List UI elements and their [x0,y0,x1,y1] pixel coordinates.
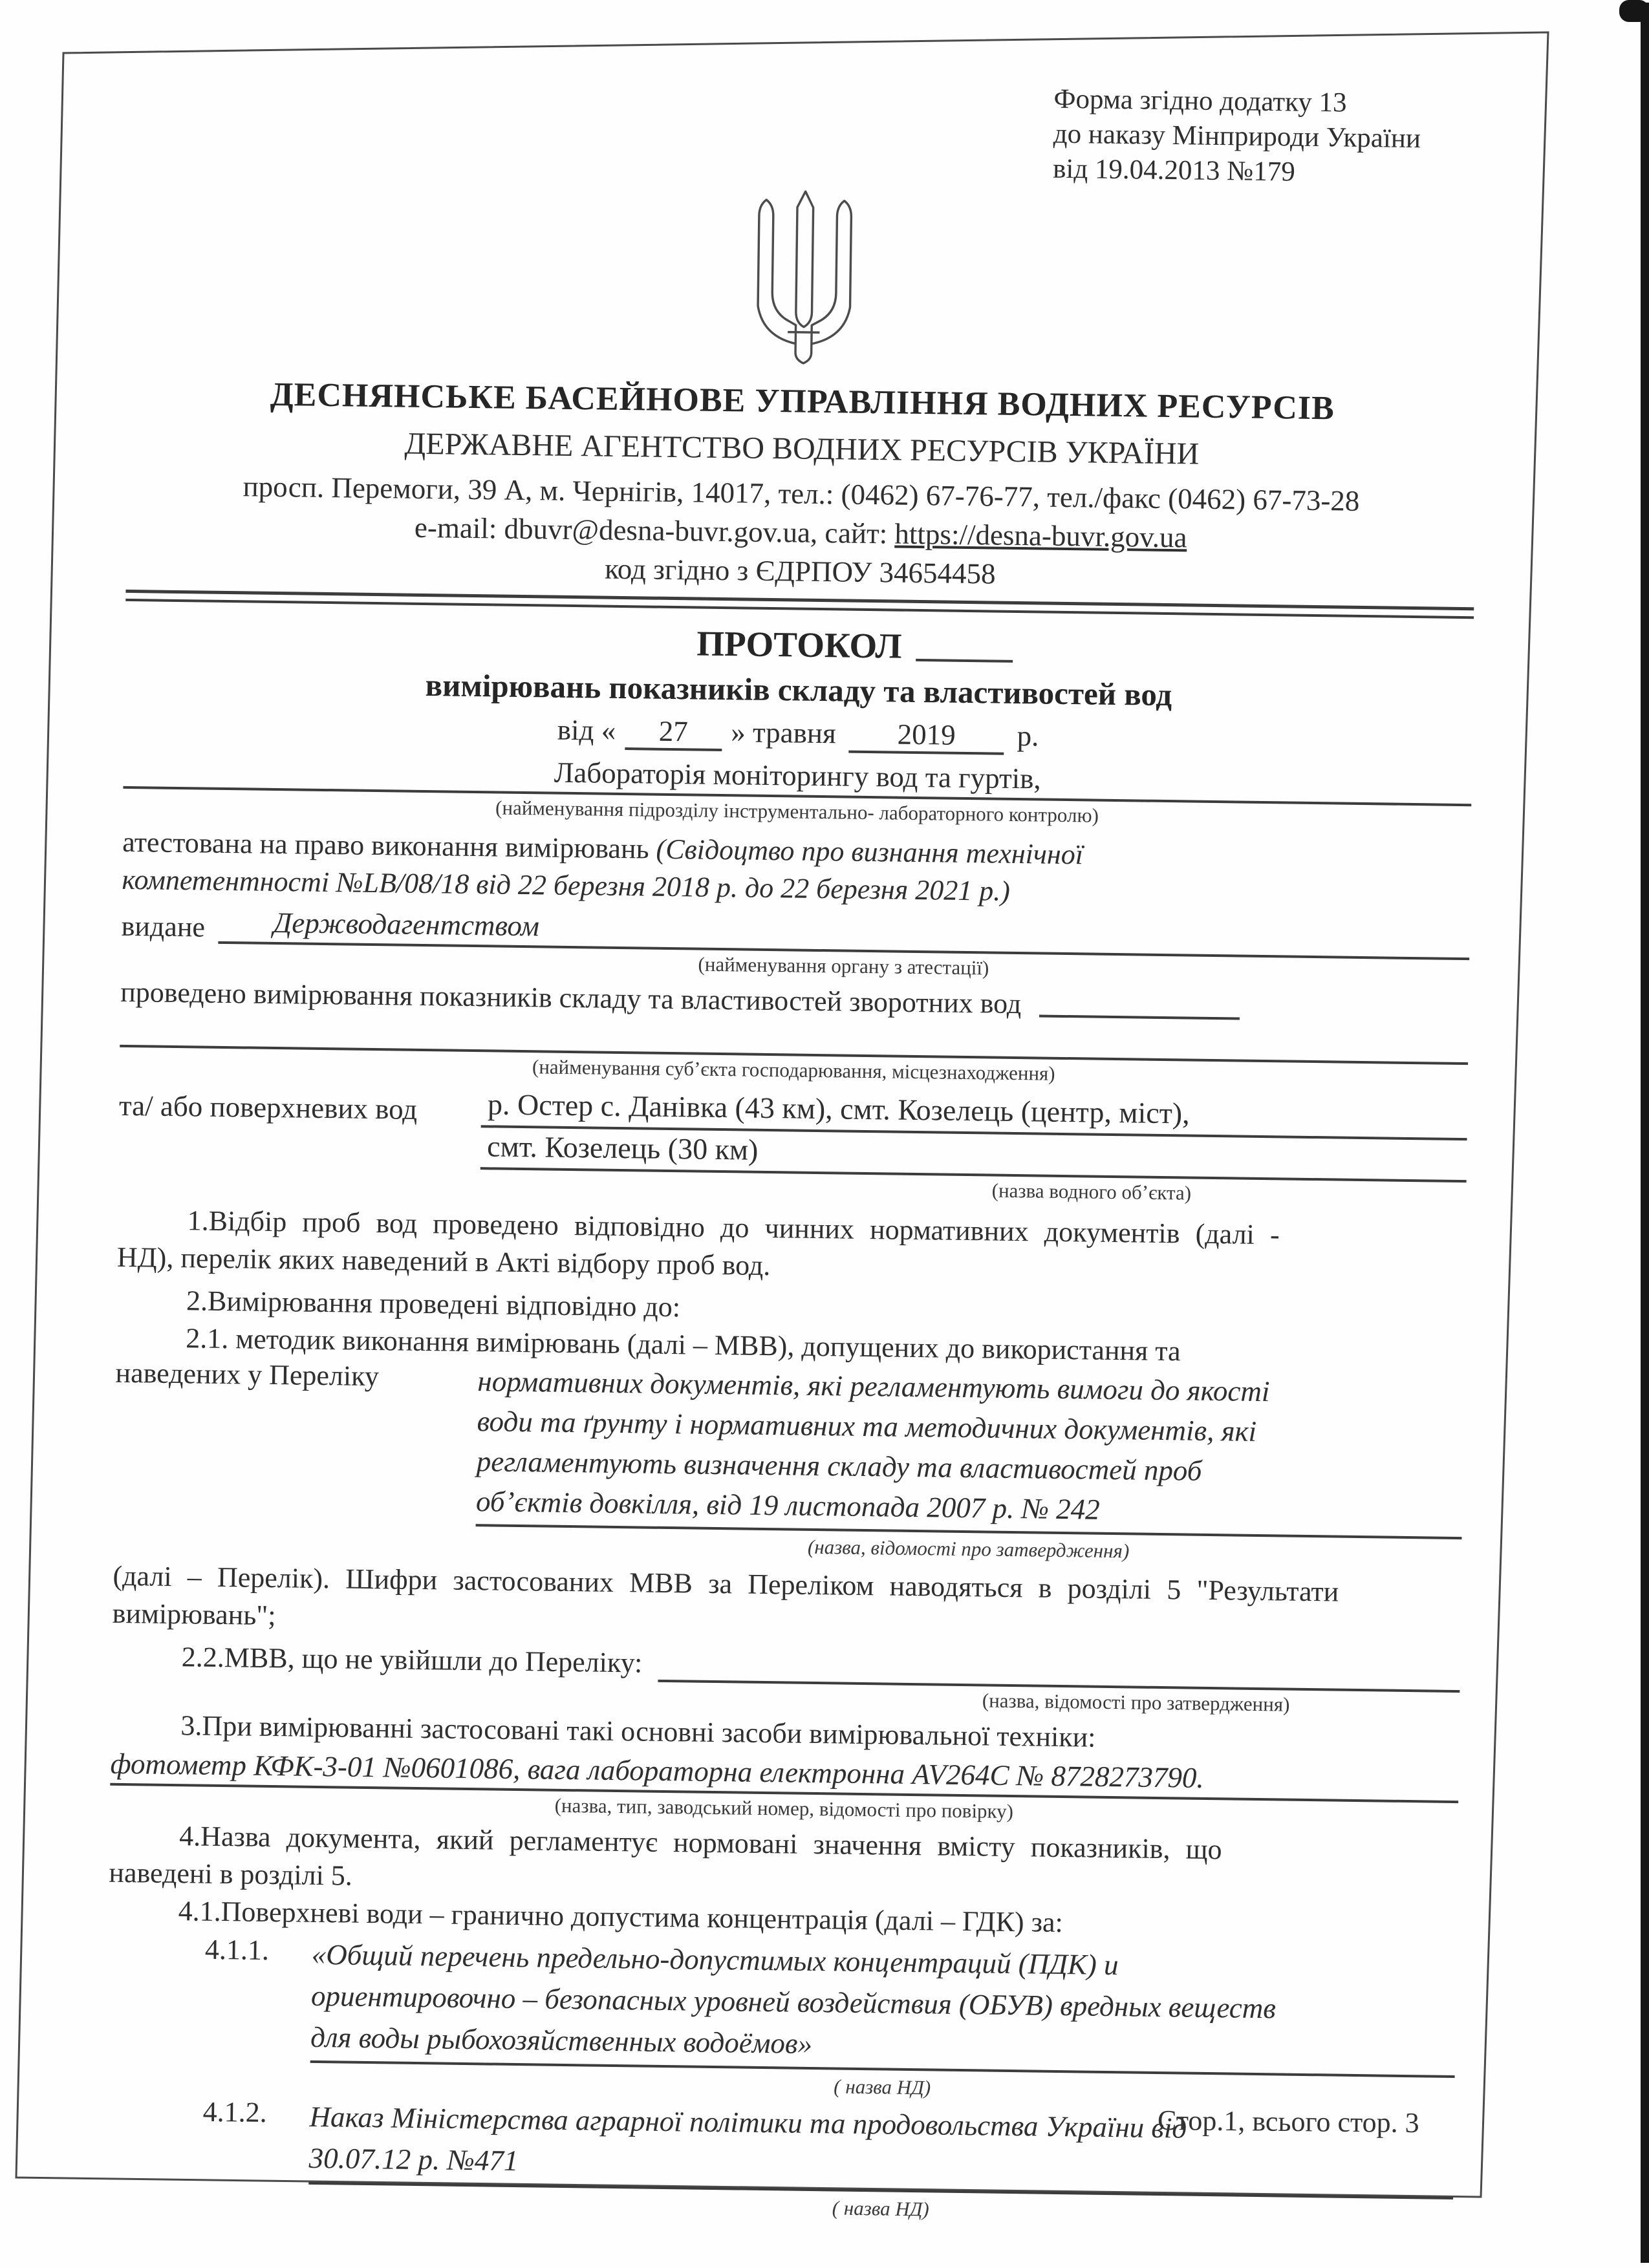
paragraph-4-line: 4.Назва документа, який регламентує нормовані значення вмісту показників, що [178,1819,1222,1865]
perelik-label: наведених у Переліку [115,1356,380,1393]
document-subtitle: вимірювань показників складу та властивостей вод [425,667,1172,712]
normative-docs-field [475,1361,1464,1570]
normative-docs-line: нормативних документів, які регламентують вимоги до якості [477,1365,1270,1408]
trident-emblem-icon [740,187,869,369]
water-object-line: смт. Козелець (30 км) [480,1128,1467,1182]
issued-caption: (найменування органу з атестації) [698,952,989,979]
nd-name-line: ориентировочно – безопасных уровней воздействия (ОБУВ) вредных веществ [310,1979,1277,2025]
certificate-note: (Свідоцтво про визнання технічної [656,833,1084,870]
edrpou-line: код згідно з ЄДРПОУ 34654458 [604,552,996,590]
item-number: 4.1.2. [202,2096,267,2129]
paragraph-2-1-intro: 2.1. методик виконання вимірювань (далі – МВВ), допущених до використання та [186,1322,1181,1367]
perelik-paragraph [112,1557,1461,1650]
approval-caption: (назва, відомості про затвердження) [807,1535,1130,1563]
issued-label: видане [121,910,206,943]
form-note-line: Форма згідно додатку 13 [1053,83,1347,118]
attestation-paragraph [122,823,1471,915]
water-object-caption: (назва водного об’єкта) [991,1179,1192,1204]
title-text: ПРОТОКОЛ [696,623,902,666]
paragraph-2: 2.Вимірювання проведені відповідно до: [186,1285,681,1323]
normative-docs-line: об’єктів довкілля, від 19 листопада 2007 р. № 242 [476,1481,1463,1539]
approval-caption: (назва, відомості про затвердження) [982,1689,1290,1717]
scanner-edge-band [1641,3,1649,2263]
page-number-info: Стор.1, всього стор. 3 [1157,2104,1419,2139]
paragraph-4-line: наведені в розділі 5. [109,1856,353,1892]
perelik-line: (далі – Перелік). Шифри застосованих МВВ за Переліком наводяться в розділі 5 "Результати [113,1560,1339,1608]
form-note-line: від 19.04.2013 №179 [1052,153,1296,187]
instruments-caption: (назва, тип, заводський номер, відомості про повірку) [554,1793,1014,1823]
water-object-field [480,1086,1467,1208]
form-note-line: до наказу Мінприроди України [1053,118,1421,155]
measured-text: проведено вимірювання показників складу та властивостей зворотних вод [120,976,1022,1020]
blank-line [658,1654,1460,1693]
normative-docs-line: регламентують визначення складу та властивостей проб [476,1445,1202,1488]
item-number: 4.1.1. [204,1933,270,1966]
nd-name-field [310,1934,1456,2110]
paragraph-1-line: 1.Відбір проб вод проведено відповідно до чинних нормативних документів (далі - [187,1204,1280,1251]
paragraph-2-2-text: 2.2.МВВ, що не увійшли до Переліку: [181,1641,643,1679]
nd-name-line: 30.07.12 р. №471 [308,2138,1454,2199]
date-day-field: 27 [625,714,722,751]
laboratory-caption: (найменування підрозділу інструментально- лабораторного контролю) [495,795,1099,827]
nd-name-line: «Общий перечень предельно-допустимых концентраций (ПДК) и [311,1938,1119,1981]
date-suffix: р. [1017,719,1039,752]
surface-water-label: та/ або поверхневих вод [118,1089,418,1126]
form-note [1053,82,1481,193]
instruments-field: фотометр КФК-3-01 №0601086, вага лабораторна електронна AV264C № 8728273790. [110,1746,1459,1803]
scanner-corner-blob [1619,0,1649,22]
blank-line [1039,1014,1240,1020]
paragraph-4-1: 4.1.Поверхневі води – гранично допустима концентрація (далі – ГДК) за: [178,1894,1064,1938]
water-object-line: р. Остер с. Данівка (43 км), смт. Козелець (центр, міст), [481,1086,1468,1140]
date-prefix: від « [557,713,616,747]
nd-caption: ( назва НД) [834,2075,931,2099]
paragraph-1 [117,1201,1466,1294]
laboratory-name-field: Лабораторія моніторингу вод та гуртів, [123,749,1472,806]
subject-caption: (найменування суб’єкта господарювання, місцезнаходження) [532,1054,1055,1085]
date-year-field: 2019 [848,716,1004,754]
nd-name-line: для воды рыбохозяйственных водоёмов» [310,2017,1456,2078]
issued-by-field: Держводагентством [218,905,1470,960]
perelik-line: вимірювань"; [112,1598,276,1632]
date-month: » травня [730,715,837,749]
certificate-note: компетентності №LB/08/18 від 22 березня 2018 р. до 22 березня 2021 р.) [122,863,1011,907]
paragraph-2-1-row [113,1356,1464,1570]
site-url: https://desna-buvr.gov.ua [894,517,1187,553]
normative-docs-line: води та ґрунту і нормативних та методичних документів, які [477,1405,1257,1448]
paragraph-4-1-1-row [106,1932,1456,2110]
blank-line [916,658,1013,662]
organization-name: ДЕСНЯНСЬКЕ БАСЕЙНОВЕ УПРАВЛІННЯ ВОДНИХ РЕСУРСІВ [270,376,1335,427]
attestation-intro: атестована на право виконання вимірювань [122,826,649,865]
nd-name-line: Наказ Міністерства аграрної політики та продовольства України від [309,2101,1187,2145]
document-content [105,70,1481,2231]
email-text: e-mail: dbuvr@desna-buvr.gov.ua, сайт: [414,511,895,550]
address-line: просп. Перемоги, 39 А, м. Чернігів, 14017, тел.: (0462) 67-76-77, тел./факс (0462) 67-73-28 [242,469,1360,517]
paragraph-1-line: НД), перелік яких наведений в Акті відбору проб вод. [116,1241,771,1281]
water-object-row [118,1081,1467,1208]
agency-name: ДЕРЖАВНЕ АГЕНТСТВО ВОДНИХ РЕСУРСІВ УКРАЇНИ [404,426,1200,471]
nd-caption: ( назва НД) [832,2196,930,2221]
paragraph-3: 3.При вимірюванні застосовані такі основні засоби вимірювальної техніки: [180,1709,1096,1754]
